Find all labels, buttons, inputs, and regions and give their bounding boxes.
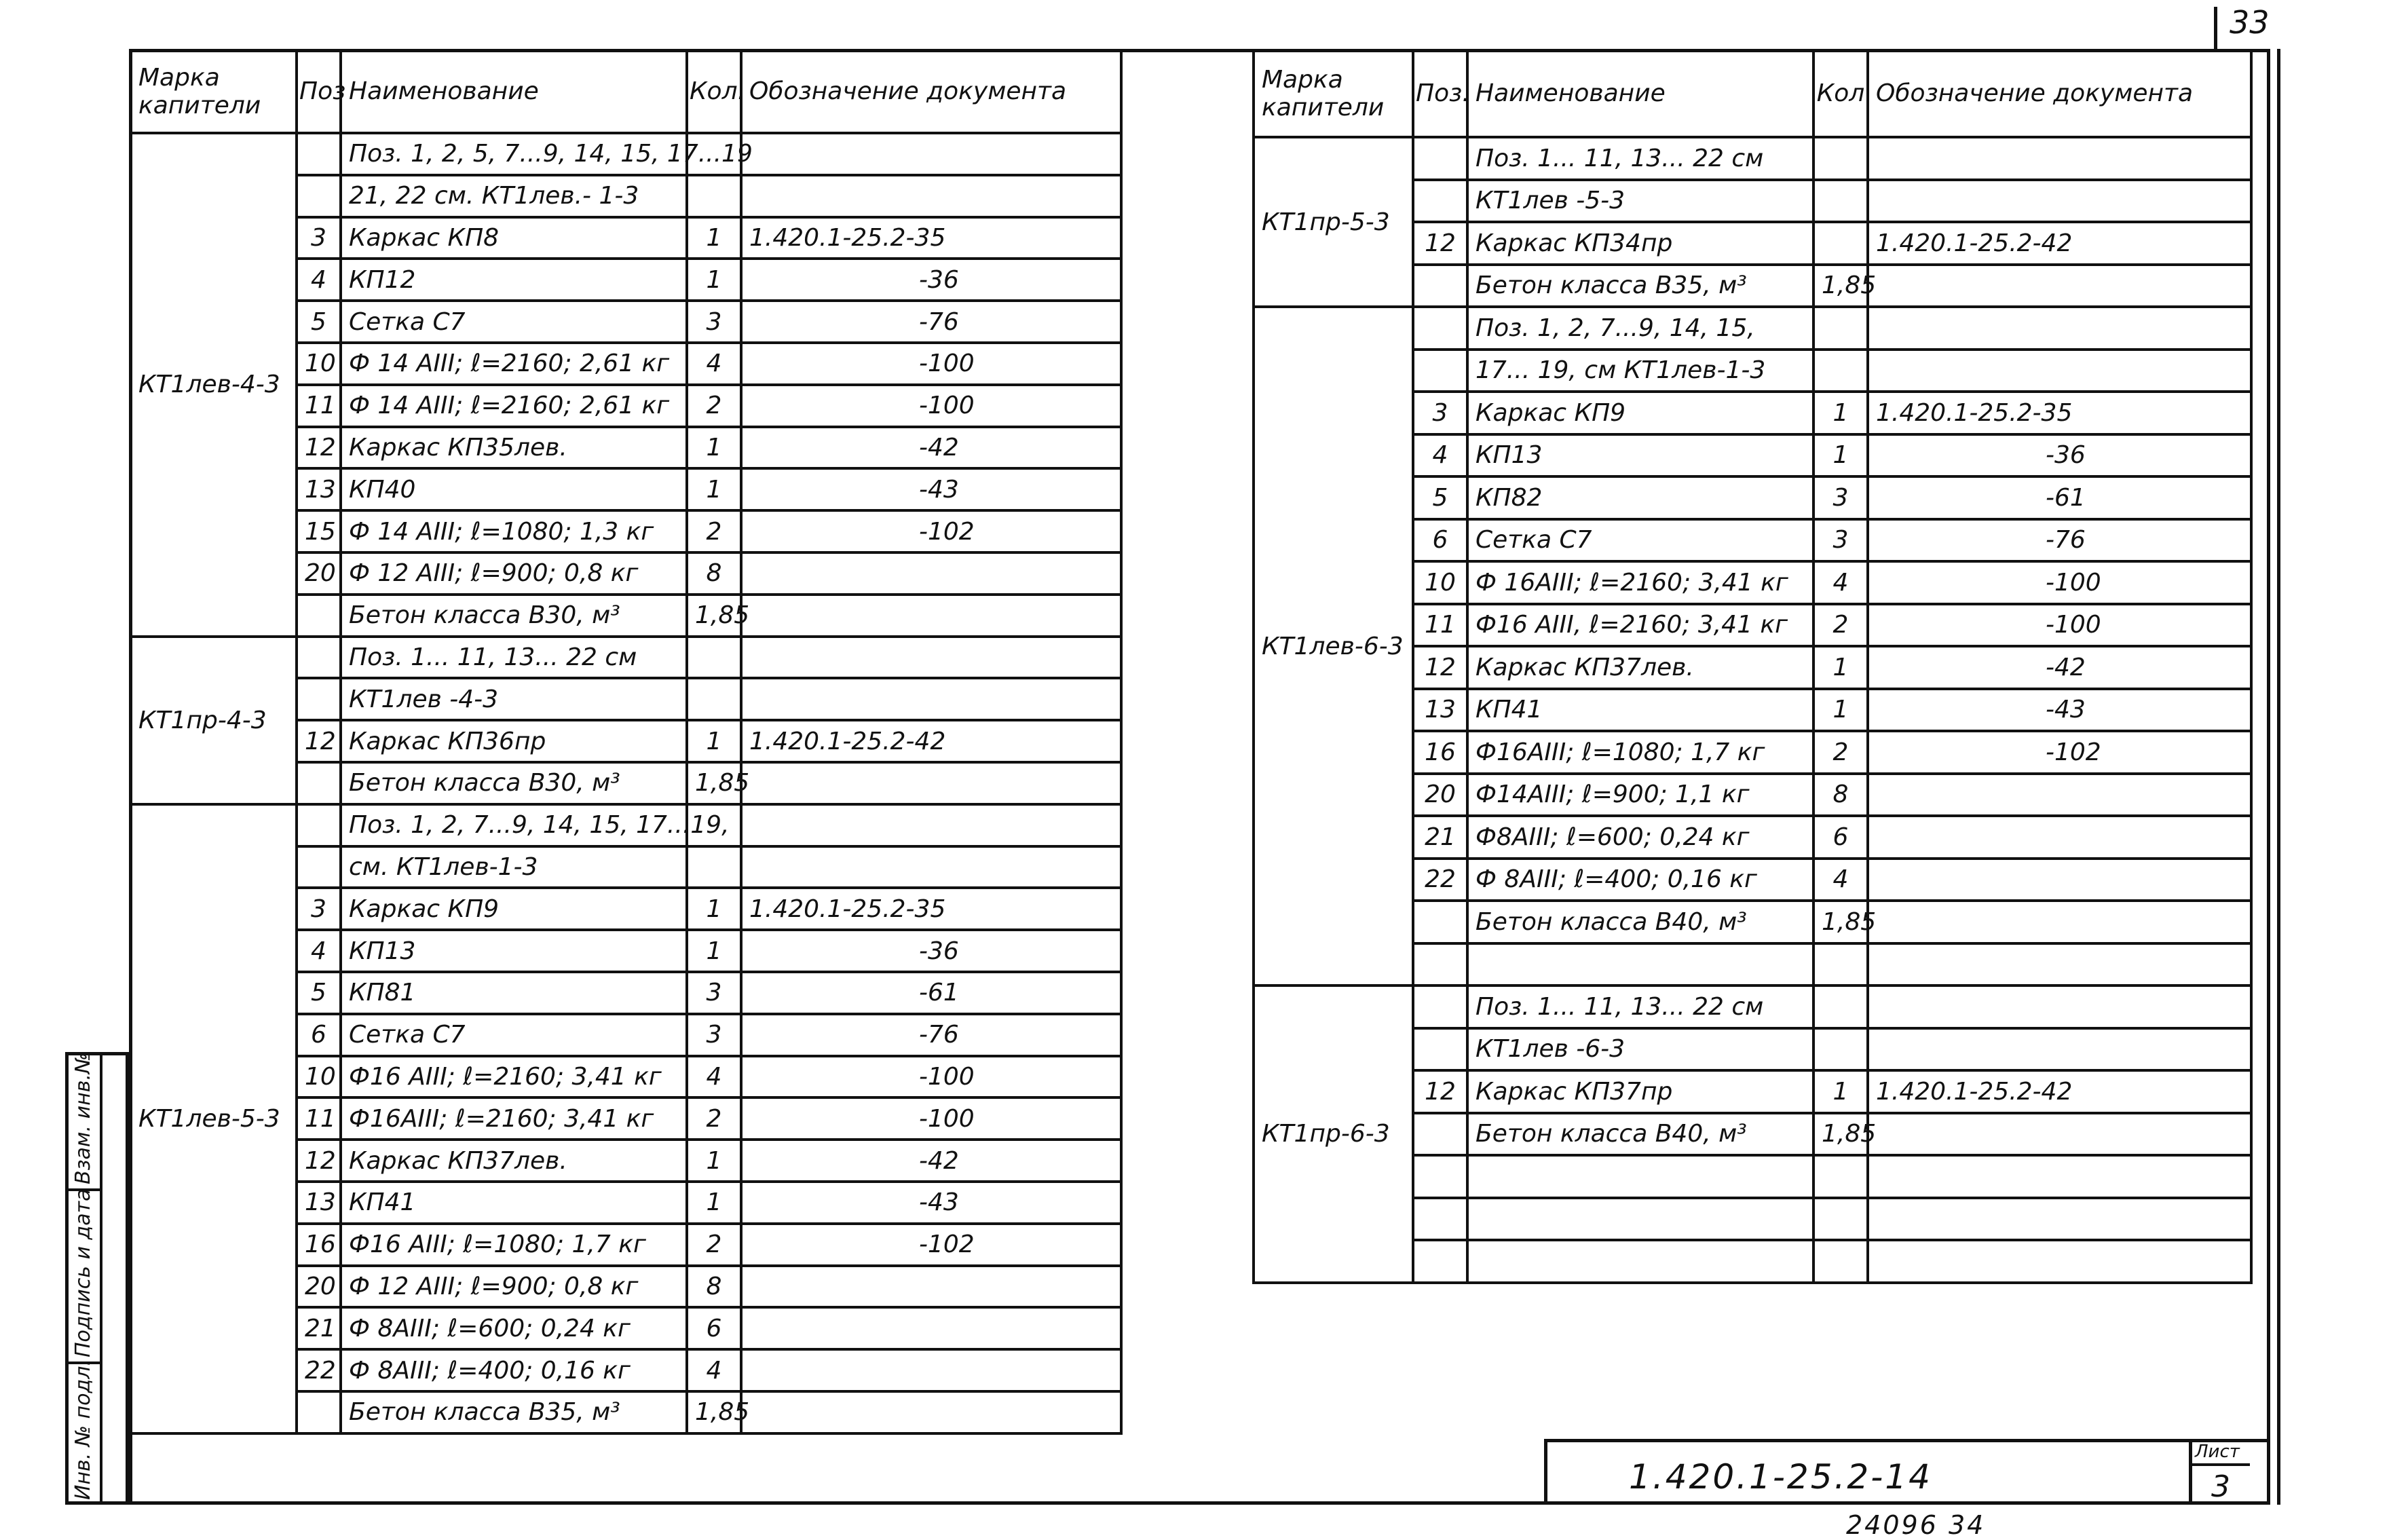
- quantity-cell: [1813, 1155, 1868, 1198]
- quantity-cell: 8: [1813, 774, 1868, 816]
- document-cell: [1868, 816, 2251, 859]
- name-cell: КП41: [341, 1182, 687, 1224]
- document-cell: -36: [741, 259, 1121, 301]
- name-cell: КТ1лев -5-3: [1467, 180, 1813, 223]
- sheet-number: 3: [2211, 1469, 2230, 1504]
- quantity-cell: [687, 846, 741, 888]
- name-cell: КП13: [341, 930, 687, 972]
- quantity-cell: 6: [1813, 816, 1868, 859]
- header-pos: Поз.: [1413, 50, 1467, 137]
- document-cell: -43: [741, 468, 1121, 510]
- document-cell: -100: [741, 1056, 1121, 1098]
- quantity-cell: [687, 678, 741, 720]
- name-cell: [1467, 1240, 1813, 1283]
- name-cell: Бетон класса В35, м³: [341, 1391, 687, 1433]
- position-cell: 11: [1413, 604, 1467, 647]
- position-cell: 22: [1413, 859, 1467, 901]
- table-row: [130, 637, 1121, 679]
- position-cell: 5: [297, 301, 341, 343]
- name-cell: Ф 16AIII; ℓ=2160; 3,41 кг: [1467, 561, 1813, 604]
- document-cell: 1.420.1-25.2-42: [1868, 1070, 2251, 1113]
- name-cell: Каркас КП34пр: [1467, 222, 1813, 265]
- document-cell: [1868, 1198, 2251, 1241]
- name-cell: Ф14AIII; ℓ=900; 1,1 кг: [1467, 774, 1813, 816]
- document-cell: 1.420.1-25.2-35: [741, 217, 1121, 259]
- name-cell: Ф 12 AIII; ℓ=900; 0,8 кг: [341, 552, 687, 595]
- document-cell: 1.420.1-25.2-42: [1868, 222, 2251, 265]
- header-mark: Марка капители: [1254, 50, 1413, 137]
- document-cell: [741, 762, 1121, 804]
- quantity-cell: [1813, 350, 1868, 392]
- name-cell: Ф8AIII; ℓ=600; 0,24 кг: [1467, 816, 1813, 859]
- quantity-cell: 1,85: [687, 762, 741, 804]
- document-cell: [741, 1307, 1121, 1349]
- quantity-cell: [687, 637, 741, 679]
- name-cell: Сетка С7: [1467, 519, 1813, 562]
- table-row: [130, 804, 1121, 846]
- table-row: [1254, 307, 2251, 350]
- document-cell: [1868, 901, 2251, 943]
- name-cell: Ф16 AIII; ℓ=2160; 3,41 кг: [341, 1056, 687, 1098]
- name-cell: Бетон класса В30, м³: [341, 595, 687, 637]
- stamp-replaced-inv: Взам. инв.№: [71, 1052, 95, 1184]
- document-cell: -42: [741, 427, 1121, 469]
- position-cell: 4: [297, 930, 341, 972]
- quantity-cell: 4: [687, 1056, 741, 1098]
- document-cell: [741, 175, 1121, 217]
- name-cell: Ф 14 AIII; ℓ=2160; 2,61 кг: [341, 385, 687, 427]
- quantity-cell: 1: [687, 1140, 741, 1182]
- title-block: [1544, 1439, 2270, 1505]
- capital-mark: КТ1лев-5-3: [130, 804, 297, 1433]
- table-row: [130, 133, 1121, 175]
- quantity-cell: 4: [1813, 859, 1868, 901]
- position-cell: [297, 175, 341, 217]
- name-cell: Ф 8AIII; ℓ=400; 0,16 кг: [341, 1349, 687, 1391]
- quantity-cell: [1813, 307, 1868, 350]
- specification-table-right: [1252, 49, 2253, 1284]
- document-cell: [741, 1266, 1121, 1308]
- document-cell: -36: [741, 930, 1121, 972]
- quantity-cell: 2: [687, 1097, 741, 1140]
- quantity-cell: 4: [687, 1349, 741, 1391]
- name-cell: Каркас КП35лев.: [341, 427, 687, 469]
- table-row: [1254, 985, 2251, 1028]
- position-cell: [297, 637, 341, 679]
- capital-mark: КТ1пр-4-3: [130, 637, 297, 804]
- name-cell: Ф 14 AIII; ℓ=2160; 2,61 кг: [341, 343, 687, 385]
- quantity-cell: [1813, 137, 1868, 180]
- document-cell: -100: [741, 385, 1121, 427]
- name-cell: КП40: [341, 468, 687, 510]
- quantity-cell: 2: [687, 385, 741, 427]
- position-cell: [297, 678, 341, 720]
- quantity-cell: 1: [1813, 646, 1868, 689]
- name-cell: Каркас КП9: [341, 888, 687, 930]
- header-doc: Обозначение документа: [1868, 50, 2251, 137]
- document-cell: -43: [741, 1182, 1121, 1224]
- position-cell: 5: [1413, 476, 1467, 519]
- document-cell: -42: [741, 1140, 1121, 1182]
- document-cell: -100: [741, 1097, 1121, 1140]
- quantity-cell: 2: [1813, 604, 1868, 647]
- quantity-cell: 8: [687, 552, 741, 595]
- document-cell: -61: [741, 972, 1121, 1014]
- position-cell: 21: [297, 1307, 341, 1349]
- position-cell: 6: [297, 1014, 341, 1056]
- quantity-cell: 4: [687, 343, 741, 385]
- name-cell: Ф16 AIII, ℓ=2160; 3,41 кг: [1467, 604, 1813, 647]
- document-cell: -100: [1868, 604, 2251, 647]
- header-qty: Кол.: [687, 50, 741, 133]
- name-cell: [1467, 1155, 1813, 1198]
- header-name: Наименование: [341, 50, 687, 133]
- position-cell: 6: [1413, 519, 1467, 562]
- document-cell: [1868, 307, 2251, 350]
- document-cell: [1868, 1240, 2251, 1283]
- document-cell: -76: [741, 301, 1121, 343]
- quantity-cell: 1: [687, 259, 741, 301]
- position-cell: 12: [297, 1140, 341, 1182]
- position-cell: 15: [297, 510, 341, 552]
- document-cell: [741, 595, 1121, 637]
- page-number-divider: [2214, 7, 2217, 49]
- name-cell: 17... 19, см КТ1лев-1-3: [1467, 350, 1813, 392]
- quantity-cell: 1,85: [1813, 901, 1868, 943]
- position-cell: 3: [297, 888, 341, 930]
- quantity-cell: 2: [687, 510, 741, 552]
- document-cell: [741, 678, 1121, 720]
- document-cell: -76: [1868, 519, 2251, 562]
- name-cell: Сетка С7: [341, 301, 687, 343]
- quantity-cell: 2: [687, 1224, 741, 1266]
- name-cell: Поз. 1, 2, 5, 7...9, 14, 15, 17...19: [341, 133, 687, 175]
- position-cell: [297, 133, 341, 175]
- name-cell: Каркас КП37лев.: [341, 1140, 687, 1182]
- name-cell: Бетон класса В40, м³: [1467, 1113, 1813, 1156]
- position-cell: [1413, 307, 1467, 350]
- quantity-cell: 1: [687, 427, 741, 469]
- quantity-cell: 3: [1813, 476, 1868, 519]
- name-cell: КП82: [1467, 476, 1813, 519]
- archive-number: 24096 34: [1846, 1510, 1986, 1540]
- name-cell: Ф 8AIII; ℓ=600; 0,24 кг: [341, 1307, 687, 1349]
- document-cell: [741, 637, 1121, 679]
- quantity-cell: 3: [1813, 519, 1868, 562]
- quantity-cell: 1: [687, 468, 741, 510]
- position-cell: 10: [297, 1056, 341, 1098]
- position-cell: 3: [297, 217, 341, 259]
- position-cell: 20: [297, 1266, 341, 1308]
- name-cell: Ф16AIII; ℓ=2160; 3,41 кг: [341, 1097, 687, 1140]
- name-cell: Бетон класса В40, м³: [1467, 901, 1813, 943]
- quantity-cell: [1813, 1240, 1868, 1283]
- document-cell: -61: [1868, 476, 2251, 519]
- document-cell: [1868, 774, 2251, 816]
- position-cell: [1413, 901, 1467, 943]
- header-name: Наименование: [1467, 50, 1813, 137]
- position-cell: [1413, 943, 1467, 986]
- document-cell: [741, 846, 1121, 888]
- position-cell: 22: [297, 1349, 341, 1391]
- position-cell: 12: [1413, 646, 1467, 689]
- name-cell: Бетон класса В30, м³: [341, 762, 687, 804]
- quantity-cell: 1,85: [687, 1391, 741, 1433]
- name-cell: Бетон класса В35, м³: [1467, 265, 1813, 307]
- name-cell: Поз. 1, 2, 7...9, 14, 15, 17...19,: [341, 804, 687, 846]
- quantity-cell: 1,85: [1813, 265, 1868, 307]
- quantity-cell: 1,85: [687, 595, 741, 637]
- quantity-cell: 1,85: [1813, 1113, 1868, 1156]
- quantity-cell: [1813, 180, 1868, 223]
- position-cell: 12: [1413, 222, 1467, 265]
- document-cell: -76: [741, 1014, 1121, 1056]
- position-cell: [1413, 350, 1467, 392]
- document-cell: [1868, 943, 2251, 986]
- stamp-signature-date: Подпись и дата: [71, 1188, 95, 1357]
- position-cell: [1413, 1240, 1467, 1283]
- position-cell: 11: [297, 385, 341, 427]
- document-cell: [741, 552, 1121, 595]
- quantity-cell: [1813, 1028, 1868, 1071]
- name-cell: 21, 22 см. КТ1лев.- 1-3: [341, 175, 687, 217]
- document-cell: [1868, 137, 2251, 180]
- header-qty: Кол: [1813, 50, 1868, 137]
- quantity-cell: [1813, 1198, 1868, 1241]
- table-header-row: [1254, 50, 2251, 137]
- name-cell: Каркас КП9: [1467, 392, 1813, 434]
- position-cell: 12: [1413, 1070, 1467, 1113]
- position-cell: 13: [1413, 689, 1467, 732]
- name-cell: Ф 8AIII; ℓ=400; 0,16 кг: [1467, 859, 1813, 901]
- quantity-cell: 3: [687, 301, 741, 343]
- document-cell: [1868, 985, 2251, 1028]
- quantity-cell: 6: [687, 1307, 741, 1349]
- name-cell: КП41: [1467, 689, 1813, 732]
- capital-mark: КТ1пр-5-3: [1254, 137, 1413, 307]
- quantity-cell: 1: [1813, 1070, 1868, 1113]
- document-cell: -36: [1868, 434, 2251, 477]
- document-cell: [741, 1391, 1121, 1433]
- position-cell: 21: [1413, 816, 1467, 859]
- document-cell: 1.420.1-25.2-35: [1868, 392, 2251, 434]
- name-cell: Поз. 1, 2, 7...9, 14, 15,: [1467, 307, 1813, 350]
- position-cell: [1413, 1198, 1467, 1241]
- position-cell: [297, 762, 341, 804]
- position-cell: 4: [1413, 434, 1467, 477]
- document-cell: [741, 133, 1121, 175]
- quantity-cell: 4: [1813, 561, 1868, 604]
- quantity-cell: 8: [687, 1266, 741, 1308]
- document-cell: [1868, 1113, 2251, 1156]
- name-cell: Поз. 1... 11, 13... 22 см: [341, 637, 687, 679]
- specification-table-left: [129, 49, 1123, 1435]
- position-cell: 4: [297, 259, 341, 301]
- quantity-cell: 1: [687, 888, 741, 930]
- quantity-cell: [1813, 985, 1868, 1028]
- document-cell: 1.420.1-25.2-42: [741, 720, 1121, 762]
- position-cell: [1413, 265, 1467, 307]
- document-cell: -102: [741, 1224, 1121, 1266]
- position-cell: 3: [1413, 392, 1467, 434]
- side-stamp: [65, 1052, 129, 1505]
- document-cell: -100: [741, 343, 1121, 385]
- document-cell: [1868, 350, 2251, 392]
- quantity-cell: 1: [687, 217, 741, 259]
- position-cell: [297, 595, 341, 637]
- quantity-cell: 1: [1813, 434, 1868, 477]
- name-cell: КТ1лев -4-3: [341, 678, 687, 720]
- quantity-cell: 1: [1813, 392, 1868, 434]
- name-cell: Поз. 1... 11, 13... 22 см: [1467, 985, 1813, 1028]
- position-cell: 16: [297, 1224, 341, 1266]
- page-number: 33: [2230, 4, 2270, 41]
- document-cell: [1868, 180, 2251, 223]
- capital-mark: КТ1лев-4-3: [130, 133, 297, 637]
- document-cell: -102: [741, 510, 1121, 552]
- position-cell: 16: [1413, 731, 1467, 774]
- position-cell: [1413, 985, 1467, 1028]
- document-cell: [741, 1349, 1121, 1391]
- document-cell: [1868, 859, 2251, 901]
- quantity-cell: [1813, 222, 1868, 265]
- sheet-label: Лист: [2195, 1442, 2240, 1462]
- header-doc: Обозначение документа: [741, 50, 1121, 133]
- name-cell: Каркас КП8: [341, 217, 687, 259]
- document-cell: [1868, 1155, 2251, 1198]
- quantity-cell: 3: [687, 972, 741, 1014]
- position-cell: [1413, 1113, 1467, 1156]
- document-cell: -42: [1868, 646, 2251, 689]
- name-cell: Каркас КП37пр: [1467, 1070, 1813, 1113]
- document-cell: -102: [1868, 731, 2251, 774]
- name-cell: Ф 14 AIII; ℓ=1080; 1,3 кг: [341, 510, 687, 552]
- position-cell: [297, 804, 341, 846]
- table-row: [1254, 137, 2251, 180]
- quantity-cell: 1: [687, 1182, 741, 1224]
- header-pos: Поз: [297, 50, 341, 133]
- right-border: [2277, 49, 2280, 1505]
- name-cell: Ф 12 AIII; ℓ=900; 0,8 кг: [341, 1266, 687, 1308]
- position-cell: [297, 1391, 341, 1433]
- position-cell: 13: [297, 1182, 341, 1224]
- position-cell: 11: [297, 1097, 341, 1140]
- document-cell: [1868, 265, 2251, 307]
- name-cell: КТ1лев -6-3: [1467, 1028, 1813, 1071]
- position-cell: 20: [1413, 774, 1467, 816]
- name-cell: Ф16AIII; ℓ=1080; 1,7 кг: [1467, 731, 1813, 774]
- position-cell: [297, 846, 341, 888]
- header-mark: Марка капители: [130, 50, 297, 133]
- position-cell: 12: [297, 720, 341, 762]
- position-cell: 10: [297, 343, 341, 385]
- name-cell: Сетка С7: [341, 1014, 687, 1056]
- document-cell: -43: [1868, 689, 2251, 732]
- quantity-cell: 3: [687, 1014, 741, 1056]
- document-code: 1.420.1-25.2-14: [1629, 1457, 1932, 1497]
- quantity-cell: 2: [1813, 731, 1868, 774]
- position-cell: 10: [1413, 561, 1467, 604]
- position-cell: 20: [297, 552, 341, 595]
- name-cell: см. КТ1лев-1-3: [341, 846, 687, 888]
- name-cell: [1467, 1198, 1813, 1241]
- name-cell: Поз. 1... 11, 13... 22 см: [1467, 137, 1813, 180]
- position-cell: [1413, 1028, 1467, 1071]
- capital-mark: КТ1пр-6-3: [1254, 985, 1413, 1283]
- document-cell: -100: [1868, 561, 2251, 604]
- name-cell: [1467, 943, 1813, 986]
- table-header-row: [130, 50, 1121, 133]
- quantity-cell: [687, 175, 741, 217]
- quantity-cell: [1813, 943, 1868, 986]
- position-cell: 13: [297, 468, 341, 510]
- document-cell: 1.420.1-25.2-35: [741, 888, 1121, 930]
- name-cell: КП81: [341, 972, 687, 1014]
- position-cell: 5: [297, 972, 341, 1014]
- quantity-cell: 1: [687, 720, 741, 762]
- name-cell: Ф16 AIII; ℓ=1080; 1,7 кг: [341, 1224, 687, 1266]
- name-cell: КП12: [341, 259, 687, 301]
- quantity-cell: 1: [1813, 689, 1868, 732]
- sheet-box: [2189, 1439, 2250, 1505]
- capital-mark: КТ1лев-6-3: [1254, 307, 1413, 985]
- position-cell: [1413, 137, 1467, 180]
- quantity-cell: 1: [687, 930, 741, 972]
- name-cell: КП13: [1467, 434, 1813, 477]
- position-cell: [1413, 180, 1467, 223]
- stamp-inv-original: Инв. № подл.: [71, 1359, 95, 1500]
- name-cell: Каркас КП36пр: [341, 720, 687, 762]
- position-cell: 12: [297, 427, 341, 469]
- position-cell: [1413, 1155, 1467, 1198]
- document-cell: [1868, 1028, 2251, 1071]
- name-cell: Каркас КП37лев.: [1467, 646, 1813, 689]
- document-cell: [741, 804, 1121, 846]
